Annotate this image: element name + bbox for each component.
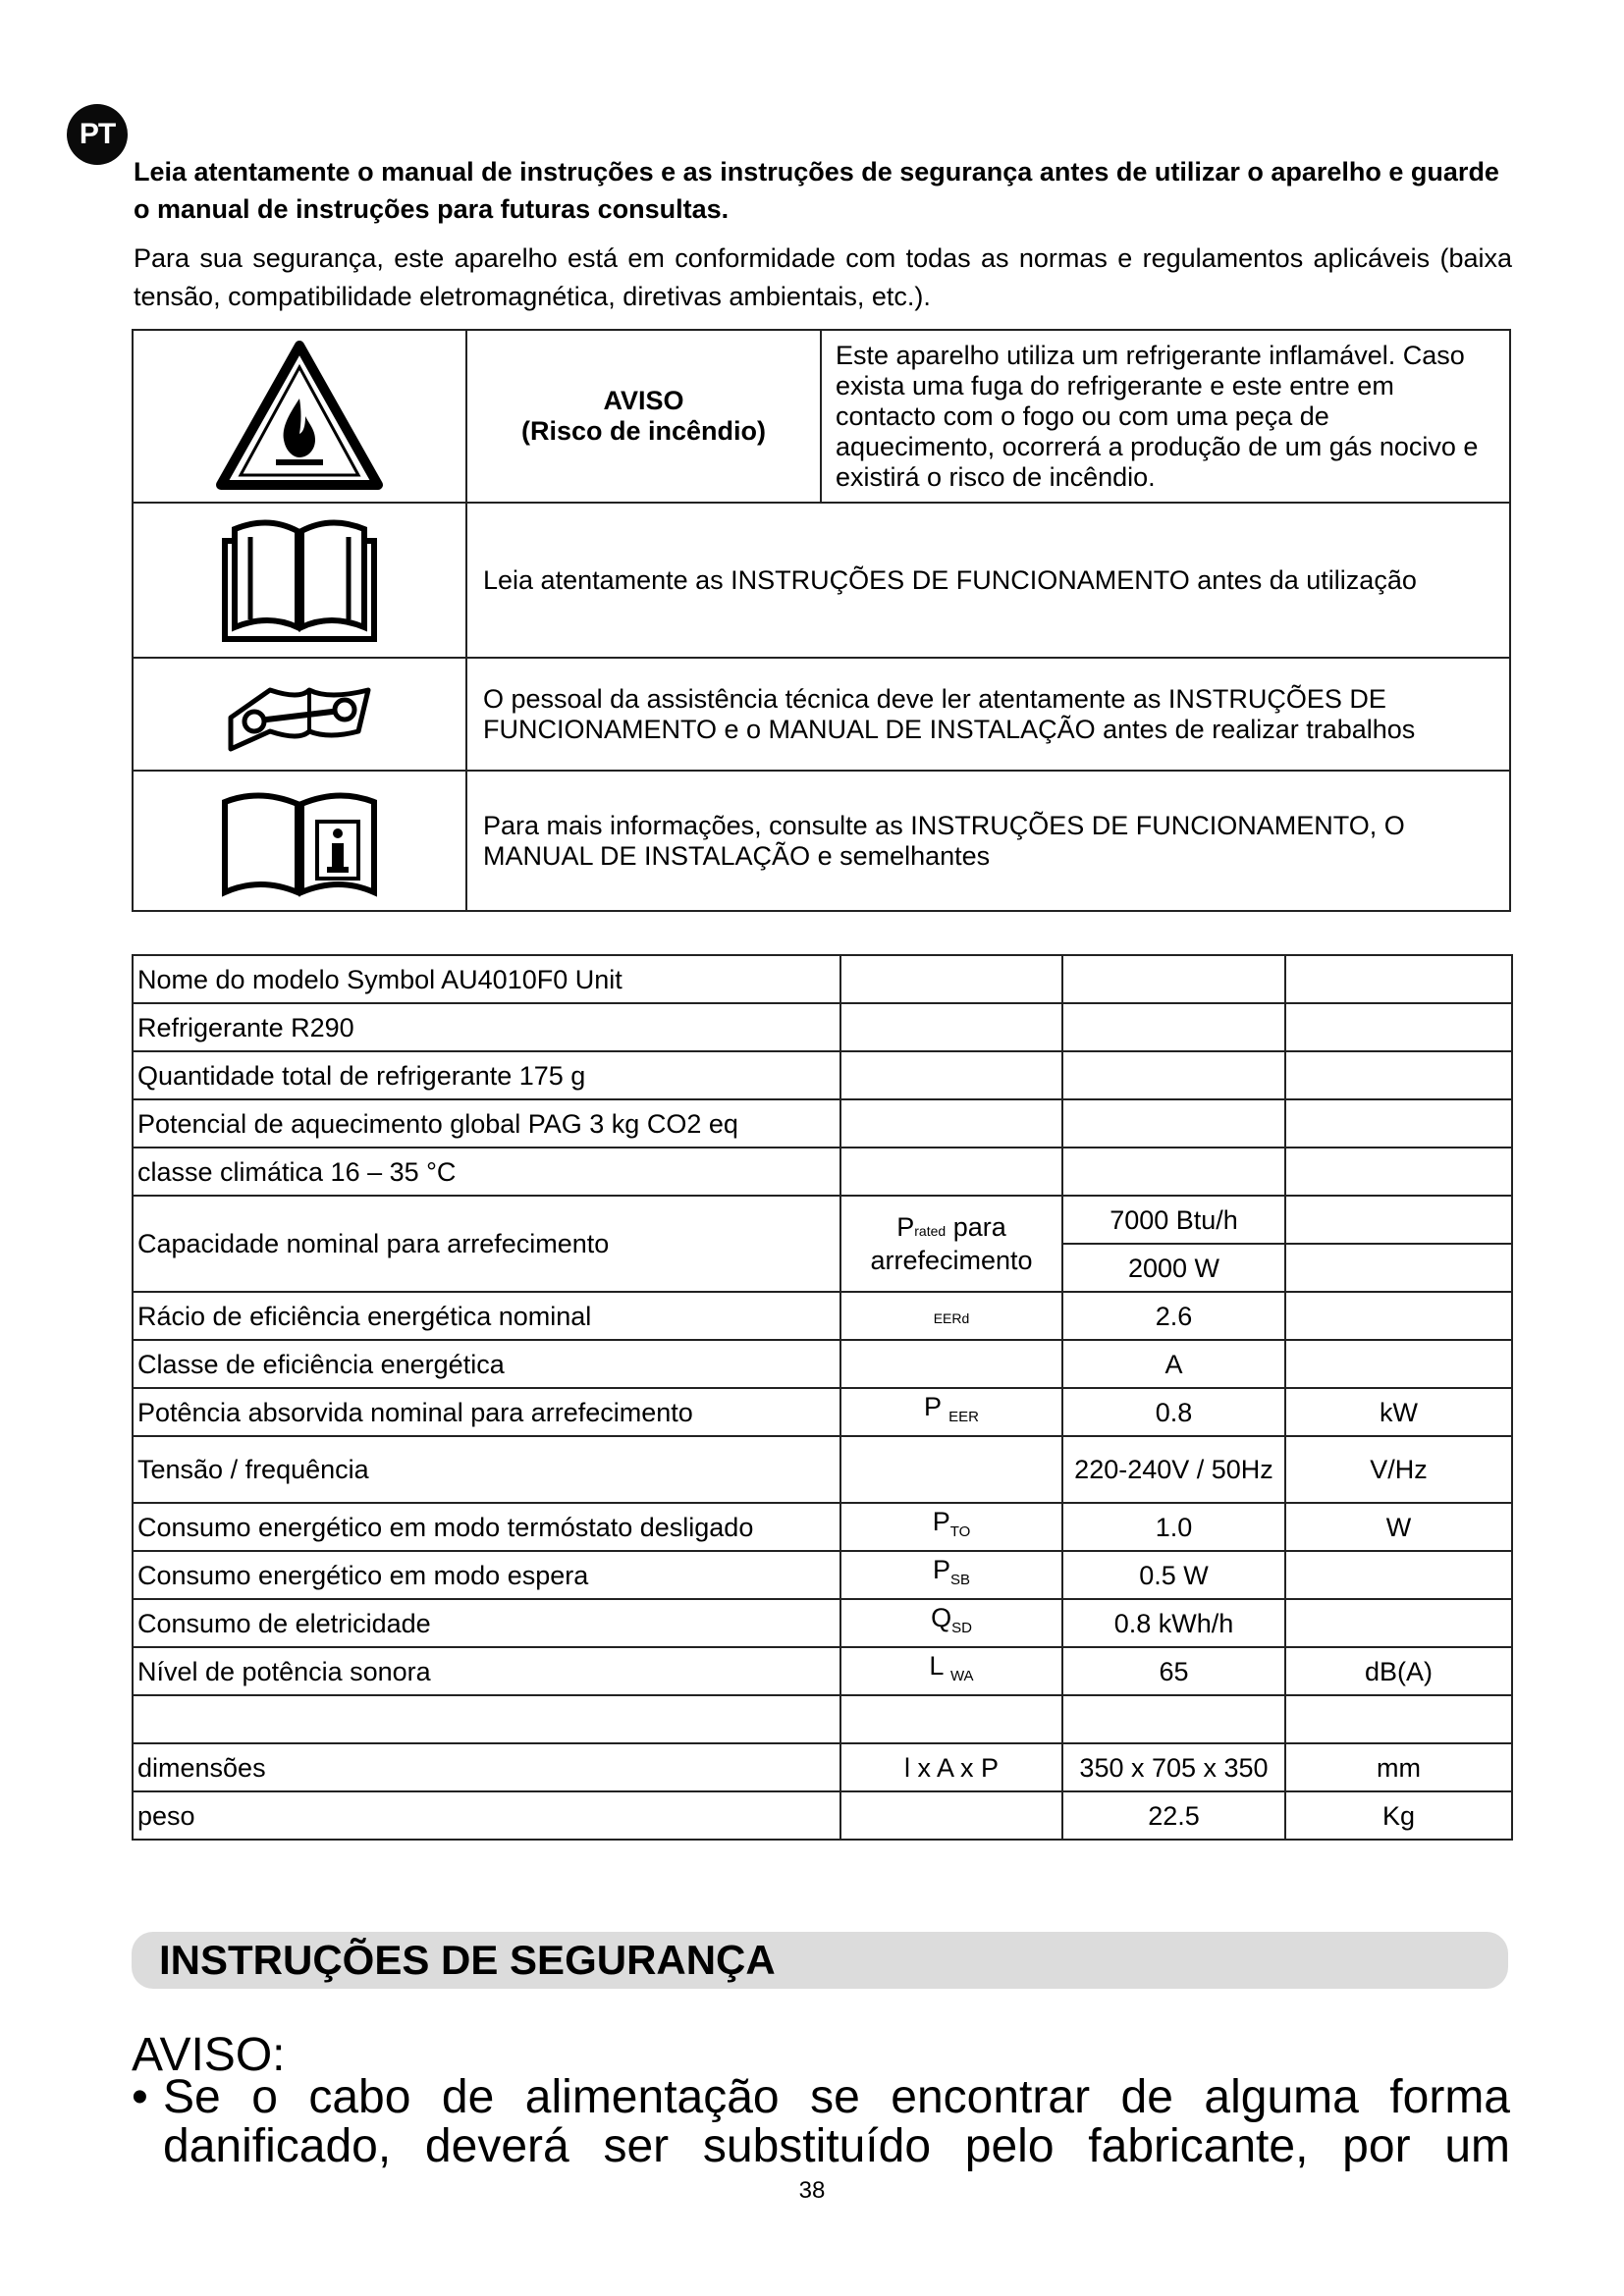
spec-label: Potencial de aquecimento global PAG 3 kg CO2 eq <box>133 1099 840 1148</box>
spec-label: Consumo de eletricidade <box>133 1599 840 1647</box>
spec-label: dimensões <box>133 1743 840 1791</box>
info-text: Para mais informações, consulte as INSTRUÇÕES DE FUNCIONAMENTO, O MANUAL DE INSTALAÇÃO e semelhantes <box>466 771 1510 911</box>
flame-warning-icon <box>211 338 388 495</box>
spec-row-energy-class <box>133 1340 1512 1388</box>
spec-symbol: EERd <box>840 1292 1062 1340</box>
spec-row-eer <box>133 1292 1512 1340</box>
spec-value: 1.0 <box>1062 1503 1285 1551</box>
spec-label: classe climática 16 – 35 °C <box>133 1148 840 1196</box>
spec-symbol: Prated para arrefecimento <box>840 1196 1062 1292</box>
spec-row-electricity <box>133 1599 1512 1647</box>
spec-row-weight <box>133 1791 1512 1840</box>
spec-row-model <box>133 955 1512 1003</box>
spec-label: Tensão / frequência <box>133 1436 840 1503</box>
intro-normal-text: Para sua segurança, este aparelho está em conformidade com todas as normas e regulamentos aplicáveis (baixa tensão, compatibilidade eletromagnética, diretivas ambientais, etc.). <box>134 243 1512 311</box>
spec-label: Nível de potência sonora <box>133 1647 840 1695</box>
spec-value: 0.8 <box>1062 1388 1285 1436</box>
spec-label: Refrigerante R290 <box>133 1003 840 1051</box>
service-icon-cell <box>133 658 466 771</box>
spec-value: 65 <box>1062 1647 1285 1695</box>
spec-symbol: L $_{WA}$ <box>840 1647 1062 1695</box>
intro-bold-text: Leia atentamente o manual de instruções e as instruções de segurança antes de utilizar o aparelho e guarde o manual de instruções para futuras consultas. <box>134 157 1499 224</box>
spec-label: Quantidade total de refrigerante 175 g <box>133 1051 840 1099</box>
spec-label: Rácio de eficiência energética nominal <box>133 1292 840 1340</box>
spec-unit: V/Hz <box>1285 1436 1512 1503</box>
manual-icon-cell <box>133 503 466 658</box>
spec-symbol: P $_{EER}$ <box>840 1388 1062 1436</box>
section-title-bar: INSTRUÇÕES DE SEGURANÇA <box>132 1932 1508 1989</box>
spec-value: 220-240V / 50Hz <box>1062 1436 1285 1503</box>
spec-row-empty <box>133 1695 1512 1743</box>
fire-warning-row <box>133 330 1510 503</box>
spec-row-dimensions <box>133 1743 1512 1791</box>
spec-unit: W <box>1285 1503 1512 1551</box>
spec-label: Consumo energético em modo termóstato desligado <box>133 1503 840 1551</box>
spec-value: A <box>1062 1340 1285 1388</box>
spec-unit: mm <box>1285 1743 1512 1791</box>
service-row <box>133 658 1510 771</box>
spec-row-climate <box>133 1148 1512 1196</box>
spec-row-power <box>133 1388 1512 1436</box>
info-row <box>133 771 1510 911</box>
spec-value: 22.5 <box>1062 1791 1285 1840</box>
fire-warning-icon-cell <box>133 330 466 503</box>
service-manual-wrench-icon <box>211 670 388 759</box>
spec-value: 0.8 kWh/h <box>1062 1599 1285 1647</box>
language-badge: PT <box>67 104 128 165</box>
bullet-text: Se o cabo de alimentação se encontrar de alguma forma danificado, deverá ser substituído pelo fabricante, por um <box>163 2071 1510 2172</box>
manual-row <box>133 503 1510 658</box>
spec-unit: dB(A) <box>1285 1647 1512 1695</box>
spec-label: Capacidade nominal para arrefecimento <box>133 1196 840 1292</box>
fire-warning-title: AVISO <box>603 386 684 415</box>
specifications-table <box>132 954 1513 1841</box>
spec-row-sound <box>133 1647 1512 1695</box>
bullet-item <box>132 2073 1510 2171</box>
manual-text: Leia atentamente as INSTRUÇÕES DE FUNCIONAMENTO antes da utilização <box>466 503 1510 658</box>
spec-label: Nome do modelo Symbol AU4010F0 Unit <box>133 955 840 1003</box>
warning-symbols-table <box>132 329 1511 912</box>
page-number: 38 <box>798 2177 826 2204</box>
spec-row-gwp <box>133 1099 1512 1148</box>
spec-row-standby <box>133 1551 1512 1599</box>
spec-value: 0.5 W <box>1062 1551 1285 1599</box>
spec-row-refrigerant-qty <box>133 1051 1512 1099</box>
aviso-heading: AVISO: <box>132 2029 286 2081</box>
fire-warning-text: Este aparelho utiliza um refrigerante inflamável. Caso exista uma fuga do refrigerante e este entre em contacto com o fogo ou com uma peça de aquecimento, ocorrerá a produção de um gás nocivo e existirá o risco de incêndio. <box>821 330 1510 503</box>
info-book-icon <box>211 782 388 900</box>
spec-row-refrigerant <box>133 1003 1512 1051</box>
spec-value: 2.6 <box>1062 1292 1285 1340</box>
spec-value: 7000 Btu/h <box>1062 1196 1285 1244</box>
spec-unit: kW <box>1285 1388 1512 1436</box>
spec-value: 350 x 705 x 350 <box>1062 1743 1285 1791</box>
fire-warning-subtitle: (Risco de incêndio) <box>520 416 767 446</box>
spec-value: 2000 W <box>1062 1244 1285 1292</box>
service-text: O pessoal da assistência técnica deve ler atentamente as INSTRUÇÕES DE FUNCIONAMENTO e o MANUAL DE INSTALAÇÃO antes de realizar trabalhos <box>466 658 1510 771</box>
spec-label: Potência absorvida nominal para arrefecimento <box>133 1388 840 1436</box>
spec-symbol: $P_{SB}$ <box>840 1551 1062 1599</box>
info-icon-cell <box>133 771 466 911</box>
spec-label: Consumo energético em modo espera <box>133 1551 840 1599</box>
fire-warning-title-cell <box>466 330 821 503</box>
spec-symbol: l x A x P <box>840 1743 1062 1791</box>
spec-row-capacity-btu <box>133 1196 1512 1244</box>
spec-symbol: $P_{TO}$ <box>840 1503 1062 1551</box>
spec-unit: Kg <box>1285 1791 1512 1840</box>
spec-row-voltage <box>133 1436 1512 1503</box>
spec-label: Classe de eficiência energética <box>133 1340 840 1388</box>
bullet-dot-icon: • <box>132 2071 148 2123</box>
open-book-icon <box>211 511 388 649</box>
spec-row-thermostat <box>133 1503 1512 1551</box>
spec-symbol: $Q_{SD}$ <box>840 1599 1062 1647</box>
spec-label: peso <box>133 1791 840 1840</box>
